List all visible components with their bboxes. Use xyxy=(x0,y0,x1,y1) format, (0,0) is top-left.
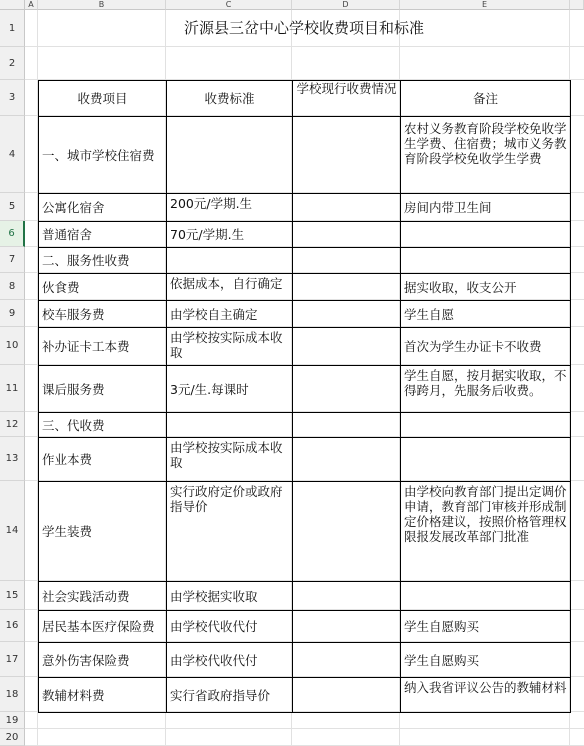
cell-standard[interactable]: 由学校自主确定 xyxy=(166,300,293,328)
cell-current[interactable] xyxy=(292,481,401,582)
cell-remark[interactable]: 农村义务教育阶段学校免收学生学费、住宿费；城市义务教育阶段学校免收学生学费 xyxy=(400,116,571,194)
cell-standard[interactable]: 由学校代收代付 xyxy=(166,610,293,643)
cell-item[interactable]: 作业本费 xyxy=(38,437,167,482)
cell-item[interactable]: 三、代收费 xyxy=(38,412,167,438)
page-title[interactable]: 沂源县三岔中心学校收费项目和标准 xyxy=(183,19,424,37)
cell-current[interactable] xyxy=(292,677,401,713)
cell-item[interactable]: 伙食费 xyxy=(38,273,167,301)
row-header-1[interactable]: 1 xyxy=(0,10,25,47)
cell-remark[interactable] xyxy=(400,412,571,438)
header-item[interactable]: 收费项目 xyxy=(38,80,167,117)
cell-remark[interactable]: 据实收取，收支公开 xyxy=(400,273,571,301)
select-all-corner[interactable] xyxy=(0,0,25,10)
cell-standard[interactable]: 200元/学期.生 xyxy=(166,193,293,222)
cell-remark[interactable]: 学生自愿购买 xyxy=(400,642,571,678)
cell-item[interactable]: 学生装费 xyxy=(38,481,167,582)
cell-item[interactable]: 普通宿舍 xyxy=(38,221,167,248)
cell-item[interactable]: 二、服务性收费 xyxy=(38,247,167,274)
row-header-2[interactable]: 2 xyxy=(0,47,25,80)
cell-standard[interactable]: 由学校代收代付 xyxy=(166,642,293,678)
cell-standard[interactable]: 由学校按实际成本收取 xyxy=(166,437,293,482)
cell-standard[interactable]: 由学校据实收取 xyxy=(166,581,293,611)
row-header-10[interactable]: 10 xyxy=(0,327,25,365)
cell-standard[interactable]: 3元/生.每课时 xyxy=(166,365,293,413)
cell-item[interactable]: 公寓化宿舍 xyxy=(38,193,167,222)
cell-item[interactable]: 一、城市学校住宿费 xyxy=(38,116,167,194)
cell-item[interactable]: 补办证卡工本费 xyxy=(38,327,167,366)
cell-standard[interactable]: 由学校按实际成本收取 xyxy=(166,327,293,366)
cell-standard[interactable] xyxy=(166,247,293,274)
row-header-13[interactable]: 13 xyxy=(0,437,25,481)
gridline-horizontal xyxy=(25,728,584,729)
row-header-8[interactable]: 8 xyxy=(0,273,25,300)
row-header-18[interactable]: 18 xyxy=(0,677,25,712)
cell-remark[interactable] xyxy=(400,437,571,482)
row-header-15[interactable]: 15 xyxy=(0,581,25,610)
cell-standard[interactable] xyxy=(166,412,293,438)
row-header-6[interactable]: 6 xyxy=(0,221,25,247)
cell-current[interactable] xyxy=(292,610,401,643)
row-header-20[interactable]: 20 xyxy=(0,729,25,746)
header-remark[interactable]: 备注 xyxy=(400,80,571,117)
cell-current[interactable] xyxy=(292,221,401,248)
row-header-16[interactable]: 16 xyxy=(0,610,25,642)
cell-current[interactable] xyxy=(292,247,401,274)
cell-remark[interactable]: 由学校向教育部门提出定调价申请，教育部门审核并形成制定价格建议，按照价格管理权限报发展改革部门批准 xyxy=(400,481,571,582)
cell-current[interactable] xyxy=(292,116,401,194)
cell-current[interactable] xyxy=(292,300,401,328)
cell-current[interactable] xyxy=(292,581,401,611)
column-header-a[interactable]: A xyxy=(25,0,38,10)
header-standard[interactable]: 收费标准 xyxy=(166,80,293,117)
column-header-c[interactable]: C xyxy=(166,0,292,10)
row-header-17[interactable]: 17 xyxy=(0,642,25,677)
cell-current[interactable] xyxy=(292,642,401,678)
row-header-12[interactable]: 12 xyxy=(0,412,25,437)
cell-standard[interactable] xyxy=(166,116,293,194)
row-header-9[interactable]: 9 xyxy=(0,300,25,327)
column-header-filler xyxy=(570,0,584,10)
cell-remark[interactable] xyxy=(400,221,571,248)
cell-current[interactable] xyxy=(292,193,401,222)
cell-current[interactable] xyxy=(292,327,401,366)
cell-item[interactable]: 意外伤害保险费 xyxy=(38,642,167,678)
column-header-d[interactable]: D xyxy=(292,0,400,10)
cell-remark[interactable]: 学生自愿 xyxy=(400,300,571,328)
row-header-3[interactable]: 3 xyxy=(0,80,25,116)
cell-remark[interactable] xyxy=(400,247,571,274)
cell-current[interactable] xyxy=(292,273,401,301)
row-header-4[interactable]: 4 xyxy=(0,116,25,193)
cell-current[interactable] xyxy=(292,365,401,413)
cell-item[interactable]: 校车服务费 xyxy=(38,300,167,328)
cell-remark[interactable]: 学生自愿购买 xyxy=(400,610,571,643)
cell-item[interactable]: 居民基本医疗保险费 xyxy=(38,610,167,643)
row-header-14[interactable]: 14 xyxy=(0,481,25,581)
cell-current[interactable] xyxy=(292,437,401,482)
cell-remark[interactable]: 纳入我省评议公告的教辅材料 xyxy=(400,677,571,713)
cell-item[interactable]: 课后服务费 xyxy=(38,365,167,413)
cell-item[interactable]: 社会实践活动费 xyxy=(38,581,167,611)
cell-remark[interactable] xyxy=(400,581,571,611)
row-header-19[interactable]: 19 xyxy=(0,712,25,729)
header-current[interactable]: 学校现行收费情况 xyxy=(292,80,401,117)
cell-remark[interactable]: 首次为学生办证卡不收费 xyxy=(400,327,571,366)
cell-standard[interactable]: 实行政府定价或政府指导价 xyxy=(166,481,293,582)
cell-standard[interactable]: 实行省政府指导价 xyxy=(166,677,293,713)
cell-standard[interactable]: 依据成本，自行确定 xyxy=(166,273,293,301)
row-header-7[interactable]: 7 xyxy=(0,247,25,273)
column-header-b[interactable]: B xyxy=(38,0,166,10)
cell-remark[interactable]: 房间内带卫生间 xyxy=(400,193,571,222)
cell-standard[interactable]: 70元/学期.生 xyxy=(166,221,293,248)
cell-remark[interactable]: 学生自愿，按月据实收取，不得跨月，先服务后收费。 xyxy=(400,365,571,413)
cell-item[interactable]: 教辅材料费 xyxy=(38,677,167,713)
cell-current[interactable] xyxy=(292,412,401,438)
row-header-5[interactable]: 5 xyxy=(0,193,25,221)
column-header-e[interactable]: E xyxy=(400,0,570,10)
row-header-11[interactable]: 11 xyxy=(0,365,25,412)
